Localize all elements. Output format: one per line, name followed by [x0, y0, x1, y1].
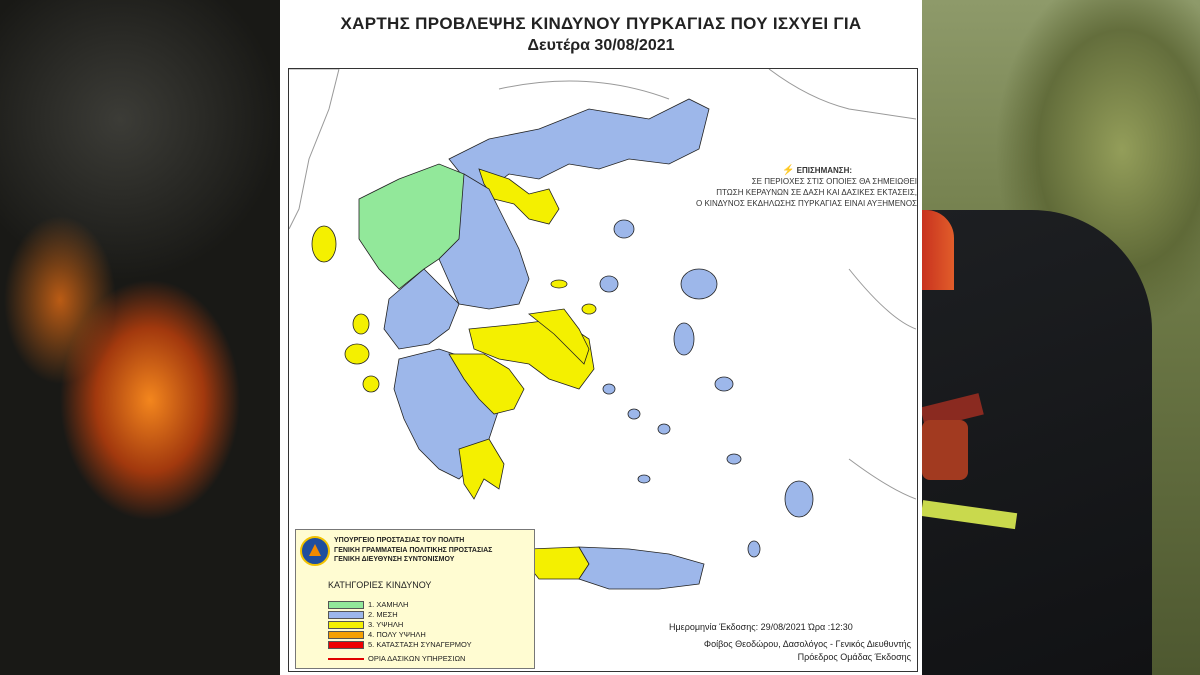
legend-label-alert: 5. ΚΑΤΑΣΤΑΣΗ ΣΥΝΑΓΕΡΜΟΥ [368, 640, 472, 649]
legend-label-medium: 2. ΜΕΣΗ [368, 610, 398, 619]
island-santorini [638, 475, 650, 483]
author-line-2: Πρόεδρος Ομάδας Έκδοσης [797, 652, 911, 662]
notice-box [677, 165, 917, 209]
legend-item [328, 630, 426, 639]
boundary-label: ΟΡΙΑ ΔΑΣΙΚΩΝ ΥΠΗΡΕΣΙΩΝ [368, 654, 466, 663]
legend-swatch-low [328, 601, 364, 609]
author-block [619, 638, 911, 664]
org-line-1: ΥΠΟΥΡΓΕΙΟ ΠΡΟΣΤΑΣΙΑΣ ΤΟΥ ΠΟΛΙΤΗ [334, 537, 465, 544]
region-crete-east-medium [579, 547, 704, 589]
island-naxos [628, 409, 640, 419]
island-samos [715, 377, 733, 391]
legend-label-low: 1. ΧΑΜΗΛΗ [368, 600, 409, 609]
island-lesvos [681, 269, 717, 299]
legend-box [295, 529, 535, 669]
org-line-2: ΓΕΝΙΚΗ ΓΡΑΜΜΑΤΕΙΑ ΠΟΛΙΤΙΚΗΣ ΠΡΟΣΤΑΣΙΑΣ [334, 546, 493, 554]
island-andros [603, 384, 615, 394]
legend-item [328, 600, 408, 609]
boundary-line-swatch [328, 658, 364, 660]
island-skyros [582, 304, 596, 314]
island-limnos [600, 276, 618, 292]
legend-label-high: 3. ΥΨΗΛΗ [368, 620, 404, 629]
categories-title: ΚΑΤΗΓΟΡΙΕΣ ΚΙΝΔΥΝΟΥ [328, 580, 432, 590]
org-line-3: ΓΕΝΙΚΗ ΔΙΕΥΘΥΝΣΗ ΣΥΝΤΟΝΙΣΜΟΥ [334, 556, 455, 563]
notice-line-2: ΠΤΩΣΗ ΚΕΡΑΥΝΩΝ ΣΕ ΔΑΣΗ ΚΑΙ ΔΑΣΙΚΕΣ ΕΚΤΑΣΕΙΣ, [716, 188, 917, 197]
legend-item [328, 640, 472, 649]
island-cyclades [658, 424, 670, 434]
island-corfu [312, 226, 336, 262]
region-laconia-high [459, 439, 504, 499]
civil-protection-logo [300, 536, 330, 566]
legend-item [328, 610, 398, 619]
island-zakynthos [363, 376, 379, 392]
organization-name [334, 536, 492, 565]
island-sporades [551, 280, 567, 288]
notice-line-1: ΣΕ ΠΕΡΙΟΧΕΣ ΣΤΙΣ ΟΠΟΙΕΣ ΘΑ ΣΗΜΕΙΩΘΕΙ [751, 177, 917, 186]
regions [359, 99, 709, 589]
notice-heading-text: ΕΠΙΣΗΜΑΝΣΗ: [796, 166, 853, 175]
fire-risk-map-panel [280, 0, 922, 675]
island-lefkada [353, 314, 369, 334]
legend-swatch-high [328, 621, 364, 629]
notice-heading [677, 165, 917, 176]
notice-line-3: Ο ΚΙΝΔΥΝΟΣ ΕΚΔΗΛΩΣΗΣ ΠΥΡΚΑΓΙΑΣ ΕΙΝΑΙ ΑΥΞΗΜΕΝΟΣ [696, 199, 917, 208]
legend-swatch-alert [328, 641, 364, 649]
region-crete-west-high [527, 547, 589, 579]
island-chios [674, 323, 694, 355]
firefighter-helmet [922, 210, 954, 290]
island-karpathos [748, 541, 760, 557]
legend-swatch-medium [328, 611, 364, 619]
island-kefalonia [345, 344, 369, 364]
island-thasos [614, 220, 634, 238]
map-title: ΧΑΡΤΗΣ ΠΡΟΒΛΕΨΗΣ ΚΙΝΔΥΝΟΥ ΠΥΡΚΑΓΙΑΣ ΠΟΥ ΙΣΧΥΕΙ ΓΙΑ [340, 14, 862, 33]
island-rhodes [785, 481, 813, 517]
map-date: Δευτέρα 30/08/2021 [527, 37, 675, 54]
legend-swatch-very-high [328, 631, 364, 639]
civil-protection-triangle-icon [309, 544, 321, 556]
fire-service-patch [922, 420, 968, 480]
legend-item [328, 654, 465, 663]
author-line-1: Φοίβος Θεοδώρου, Δασολόγος - Γενικός Διευθυντής [703, 639, 911, 649]
legend-item [328, 620, 403, 629]
legend-label-very-high: 4. ΠΟΛΥ ΥΨΗΛΗ [368, 630, 426, 639]
island-kos [727, 454, 741, 464]
wildfire-photo [0, 0, 280, 675]
lightning-icon: ⚡ [781, 165, 795, 176]
map-frame [288, 68, 918, 672]
issue-date: Ημερομηνία Έκδοσης: 29/08/2021 Ώρα :12:30 [669, 622, 853, 632]
